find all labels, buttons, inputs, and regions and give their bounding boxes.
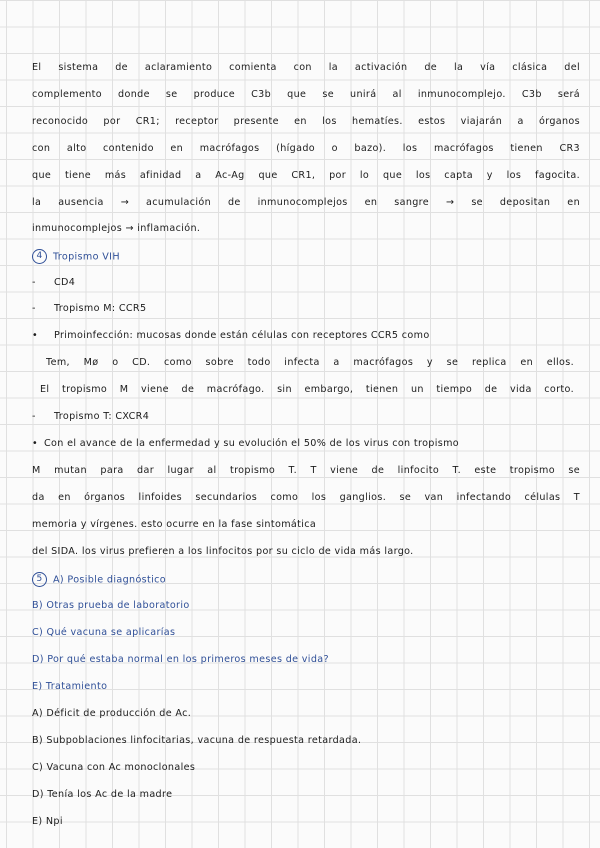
section5-number-circle: 5 [32, 572, 47, 587]
section5-answer-c: C) Vacuna con Ac monoclonales [32, 762, 196, 773]
paragraph1-line-7: inmunocomplejos → inflamación. [32, 223, 201, 234]
section5-question-e: E) Tratamiento [32, 681, 108, 692]
bullet-dot-icon: • [32, 438, 39, 449]
section4-bullet2-line-3: da en órganos linfoides secundarios como los ganglios. se van infectando células T [32, 492, 580, 503]
section4-item-3 [32, 410, 580, 424]
bullet-dot-icon: • [32, 330, 39, 341]
paragraph1-line-6: la ausencia → acumulación de inmunocomplejos en sangre → se depositan en [32, 197, 580, 208]
section4-item-2-text: Tropismo M: CCR5 [54, 303, 147, 314]
bullet1-text-1: Primoinfección: mucosas donde están células con receptores CCR5 como [54, 330, 430, 341]
dash-marker: - [32, 303, 36, 314]
section5-question-a [32, 572, 580, 588]
section4-bullet2-line-1 [32, 437, 580, 451]
bullet2-text-1: Con el avance de la enfermedad y su evolución el 50% de los virus con tropismo [44, 438, 460, 449]
paragraph1-line-2: complemento donde se produce C3b que se unirá al inmunocomplejo. C3b será [32, 89, 580, 100]
paragraph1-line-4: con alto contenido en macrófagos (hígado o bazo). los macrófagos tienen CR3 [32, 143, 580, 154]
section4-item-3-text: Tropismo T: CXCR4 [54, 411, 150, 422]
section4-item-2 [32, 302, 580, 316]
section5-answer-d: D) Tenía los Ac de la madre [32, 789, 173, 800]
section5-answer-e: E) Npi [32, 816, 63, 827]
section5-question-d: D) Por qué estaba normal en los primeros meses de vida? [32, 654, 329, 665]
section4-item-1 [32, 276, 580, 290]
section5-question-b: B) Otras prueba de laboratorio [32, 600, 190, 611]
question-a-text: A) Posible diagnóstico [53, 574, 166, 586]
section4-bullet1-line-3: El tropismo M viene de macrófago. sin embargo, tienen un tiempo de vida corto. [40, 384, 574, 395]
section4-title: Tropismo VIH [53, 251, 120, 263]
paragraph1-line-5: que tiene más afinidad a Ac-Ag que CR1, por lo que los capta y los fagocita. [32, 170, 580, 181]
section4-item-1-text: CD4 [54, 277, 76, 288]
section5-answer-b: B) Subpoblaciones linfocitarias, vacuna de respuesta retardada. [32, 735, 362, 746]
section4-bullet2-line-4: memoria y vírgenes. esto ocurre en la fase sintomática [32, 519, 317, 530]
section4-bullet2-line-5: del SIDA. los virus prefieren a los linfocitos por su ciclo de vida más largo. [32, 546, 414, 557]
paragraph1-line-1: El sistema de aclaramiento comienta con la activación de la vía clásica del [32, 62, 580, 73]
section4-bullet2-line-2: M mutan para dar lugar al tropismo T. T viene de linfocito T. este tropismo se [32, 465, 580, 476]
paragraph1-line-3: reconocido por CR1; receptor presente en los hematíes. estos viajarán a órganos [32, 116, 580, 127]
dash-marker: - [32, 277, 36, 288]
section5-question-c: C) Qué vacuna se aplicarías [32, 627, 176, 638]
dash-marker: - [32, 411, 36, 422]
section5-answer-a: A) Déficit de producción de Ac. [32, 708, 192, 719]
section4-heading [32, 249, 580, 265]
section4-bullet1-line-1 [32, 329, 580, 343]
section4-number-circle: 4 [32, 249, 47, 264]
section4-bullet1-line-2: Tem, Mø o CD. como sobre todo infecta a macrófagos y se replica en ellos. [46, 357, 574, 368]
